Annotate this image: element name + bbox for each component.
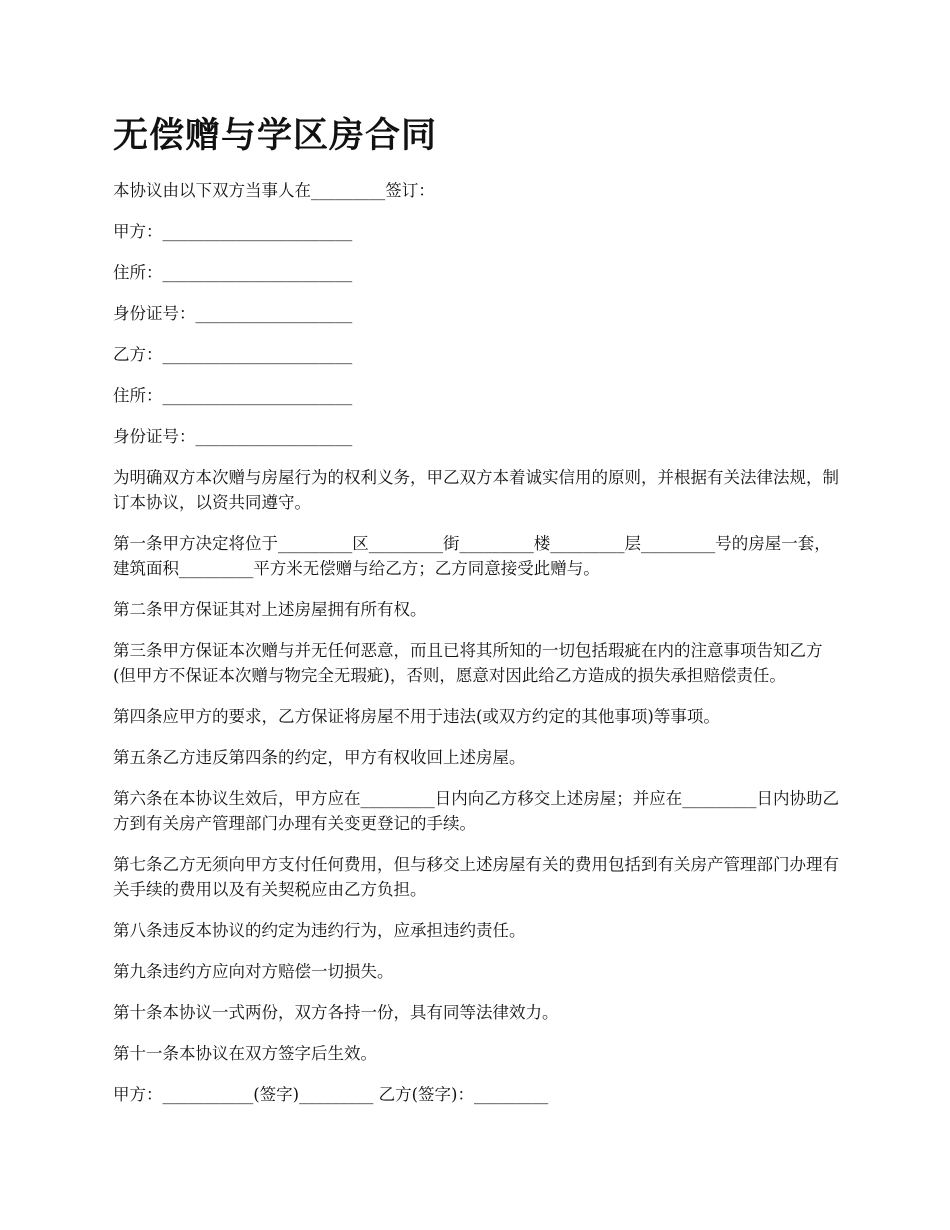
paragraph-party-a-address: 住所：_______________________	[113, 263, 353, 282]
paragraph-intro: 本协议由以下双方当事人在_________签订：	[113, 181, 435, 200]
clause-7: 第七条乙方无须向甲方支付任何费用，但与移交上述房屋有关的费用包括到有关房产管理部门办理有关手续的费用以及有关契税应由乙方负担。	[113, 855, 839, 899]
paragraph-party-b: 乙方：_______________________	[113, 345, 353, 364]
paragraph-party-a-id: 身份证号：___________________	[113, 304, 353, 323]
clause-2: 第二条甲方保证其对上述房屋拥有所有权。	[113, 600, 427, 619]
paragraph-party-b-address: 住所：_______________________	[113, 386, 353, 405]
clause-11: 第十一条本协议在双方签字后生效。	[113, 1044, 377, 1063]
clause-10: 第十条本协议一式两份，双方各持一份，具有同等法律效力。	[113, 1003, 559, 1022]
clause-8: 第八条违反本协议的约定为违约行为，应承担违约责任。	[113, 921, 526, 940]
clause-9: 第九条违约方应向对方赔偿一切损失。	[113, 962, 394, 981]
signature-line: 甲方：___________(签字)_________ 乙方(签字)：_________	[113, 1085, 549, 1104]
paragraph-party-a: 甲方：_______________________	[113, 222, 353, 241]
document-title: 无偿赠与学区房合同	[113, 115, 438, 156]
paragraph-party-b-id: 身份证号：___________________	[113, 427, 353, 446]
paragraph-purpose: 为明确双方本次赠与房屋行为的权利义务，甲乙双方本着诚实信用的原则，并根据有关法律法规，制订本协议，以资共同遵守。	[113, 468, 839, 512]
clause-5: 第五条乙方违反第四条的约定，甲方有权收回上述房屋。	[113, 748, 526, 767]
clause-1: 第一条甲方决定将位于_________区_________街_________楼_________层_________号的房屋一套，建筑面积_________平方米无偿赠与给乙方；乙方同意接受此赠与。	[113, 534, 831, 578]
clause-3: 第三条甲方保证本次赠与并无任何恶意，而且已将其所知的一切包括瑕疵在内的注意事项告知乙方(但甲方不保证本次赠与物完全无瑕疵)，否则，愿意对因此给乙方造成的损失承担赔偿责任。	[113, 641, 823, 685]
clause-6: 第六条在本协议生效后，甲方应在_________日内向乙方移交上述房屋；并应在_________日内协助乙方到有关房产管理部门办理有关变更登记的手续。	[113, 789, 839, 833]
clause-4: 第四条应甲方的要求，乙方保证将房屋不用于违法(或双方约定的其他事项)等事项。	[113, 707, 720, 726]
document-body	[113, 178, 841, 1123]
